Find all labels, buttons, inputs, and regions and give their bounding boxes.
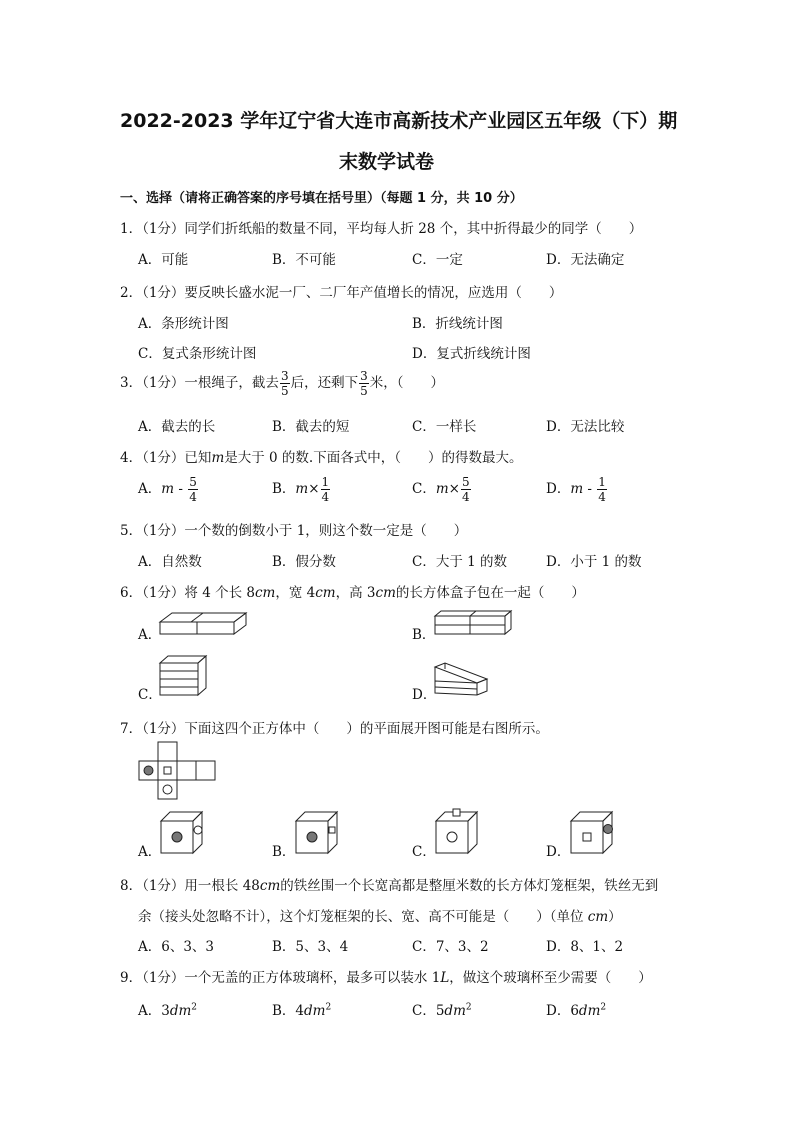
q8-option-c: C．7、3、2: [412, 939, 489, 955]
q8-option-a: A．6、3、3: [138, 939, 215, 955]
q2-option-d: D．复式折线统计图: [412, 346, 531, 362]
q5-option-c: C．大于 1 的数: [412, 554, 508, 570]
q7-cube-d: [570, 811, 616, 857]
q9-option-d: D．$6dm^2$: [546, 1002, 607, 1019]
question-8-line1: 8．（1分）用一根长 48cm的铁丝围一个长宽高都是整厘米数的长方体灯笼框架，铁丝无到: [120, 878, 659, 894]
q4-option-d: D．m - $\frac{1}{4}$: [546, 475, 606, 504]
q5-option-a: A．自然数: [138, 554, 202, 570]
q3-option-b: B．截去的短: [272, 419, 350, 435]
q1-option-c: C．一定: [412, 252, 463, 268]
fraction-three-fifths: $\frac{3}{5}$: [280, 369, 289, 398]
q9-option-a: A．$3dm^2$: [138, 1002, 198, 1019]
q6-figure-a: [160, 612, 250, 638]
q1-option-d: D．无法确定: [546, 252, 625, 268]
q3-option-c: C．一样长: [412, 419, 477, 435]
q8-option-b: B．5、3、4: [272, 939, 349, 955]
page-title-line2: 末数学试卷: [339, 151, 435, 173]
q4-option-a: A．m - $\frac{5}{4}$: [138, 475, 197, 504]
page-title-line1: 2022-2023 学年辽宁省大连市高新技术产业园区五年级（下）期: [120, 110, 678, 132]
q6-figure-c: [160, 655, 210, 697]
fraction-three-fifths: $\frac{3}{5}$: [360, 369, 368, 398]
section-heading: 一、选择（请将正确答案的序号填在括号里）（每题 1 分，共 10 分）: [120, 191, 523, 206]
q6-option-b: B．: [412, 627, 436, 643]
question-9: 9．（1分）一个无盖的正方体玻璃杯，最多可以装水 1L，做这个玻璃杯至少需要（ ）: [120, 970, 652, 986]
q7-cube-c: [435, 808, 481, 857]
question-3: 3．（1分）一根绳子，截去 $\frac{3}{5}$ 后，还剩下 $\frac{3}{5}$ 米，（ ）: [120, 369, 444, 398]
q3-option-a: A．截去的长: [138, 419, 216, 435]
q7-option-d: D．: [546, 844, 571, 860]
q7-option-a: A．: [138, 844, 162, 860]
q1-option-b: B．不可能: [272, 252, 336, 268]
question-4: 4．（1分）已知m是大于 0 的数.下面各式中，（ ）的得数最大。: [120, 450, 523, 466]
q4-option-b: B．m× $\frac{1}{4}$: [272, 475, 330, 504]
q8-option-d: D．8、1、2: [546, 939, 624, 955]
q9-option-c: C．$5dm^2$: [412, 1002, 472, 1019]
q2-option-b: B．折线统计图: [412, 316, 503, 332]
question-6: 6．（1分）将 4 个长 8cm，宽 4cm，高 3cm的长方体盒子包在一起（ ）: [120, 585, 585, 601]
q5-option-d: D．小于 1 的数: [546, 554, 642, 570]
q6-figure-b: [435, 610, 515, 638]
question-1: 1．（1分）同学们折纸船的数量不同，平均每人折 28 个，其中折得最少的同学（ ）: [120, 221, 643, 237]
question-7: 7．（1分）下面这四个正方体中（ ）的平面展开图可能是右图所示。: [120, 721, 549, 737]
question-2: 2．（1分）要反映长盛水泥一厂、二厂年产值增长的情况，应选用（ ）: [120, 285, 563, 301]
q7-cube-b: [295, 811, 341, 857]
q7-cube-a: [160, 811, 206, 857]
q2-option-a: A．条形统计图: [138, 316, 229, 332]
q6-option-a: A．: [138, 627, 162, 643]
question-8-line2: 余（接头处忽略不计），这个灯笼框架的长、宽、高不可能是（ ）（单位 cm）: [138, 909, 622, 925]
question-5: 5．（1分）一个数的倒数小于 1，则这个数一定是（ ）: [120, 523, 468, 539]
q4-option-c: C．m× $\frac{5}{4}$: [412, 475, 470, 504]
q7-option-c: C．: [412, 844, 436, 860]
q6-figure-d: [435, 663, 491, 697]
q7-option-b: B．: [272, 844, 296, 860]
q6-option-d: D．: [412, 687, 437, 703]
q7-cube-net: [138, 741, 218, 801]
q6-option-c: C．: [138, 687, 162, 703]
q9-option-b: B．$4dm^2$: [272, 1002, 332, 1019]
q3-option-d: D．无法比较: [546, 419, 625, 435]
q1-option-a: A．可能: [138, 252, 189, 268]
q5-option-b: B．假分数: [272, 554, 336, 570]
q2-option-c: C．复式条形统计图: [138, 346, 257, 362]
